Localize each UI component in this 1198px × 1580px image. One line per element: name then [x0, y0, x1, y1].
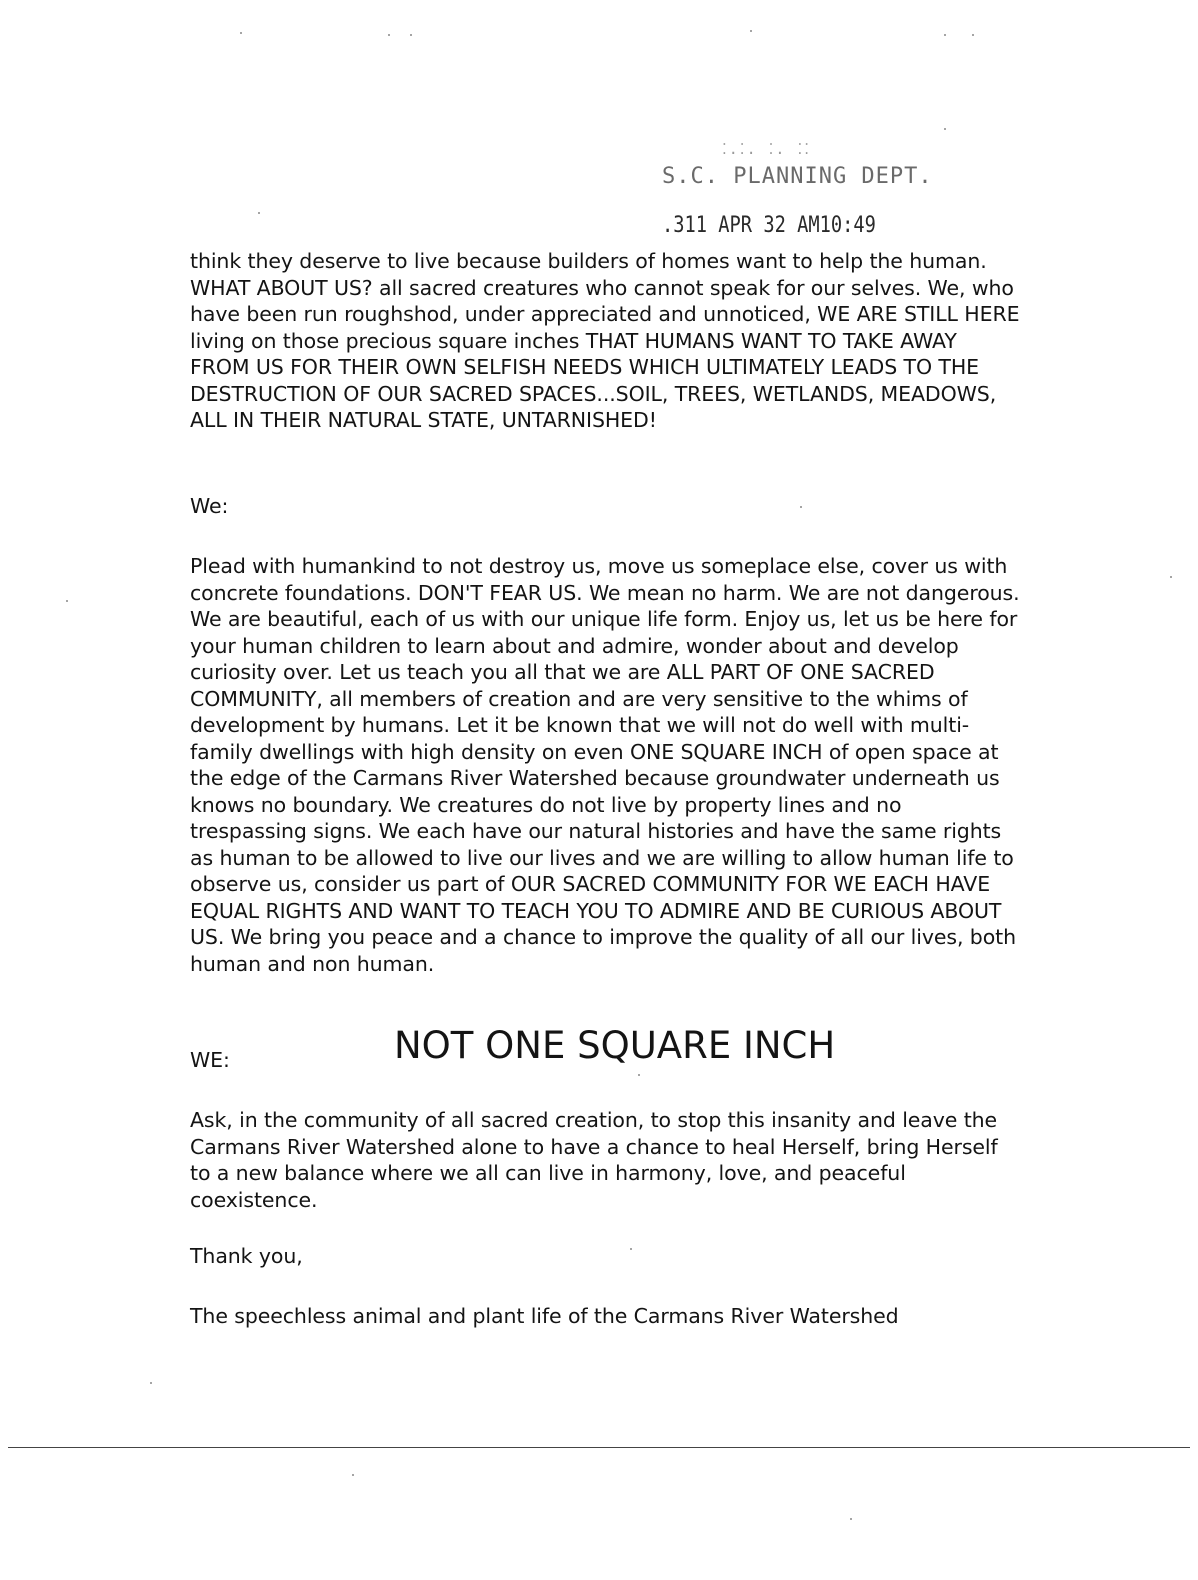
- received-stamp-date: .311 APR 32 AM10:49: [662, 213, 876, 238]
- scan-speck: [630, 1248, 632, 1250]
- paragraph-ask: Ask, in the community of all sacred creation, to stop this insanity and leave the Carmans River Watershed alone to have a chance to heal Herself, bring Herself to a new balance where we all can live in harmony, love, and peaceful coexistence.: [190, 1108, 998, 1212]
- closing-line: Thank you,: [190, 1244, 303, 1268]
- we-label-first: We:: [190, 494, 229, 518]
- scan-speck: [972, 34, 974, 36]
- scan-speck: [410, 34, 412, 36]
- scan-speck: [352, 1474, 354, 1476]
- paragraph-opening: think they deserve to live because builders of homes want to help the human. WHAT ABOUT US? all sacred creatures who cannot speak for our selves. We, who have been run roughshod, under appreciated and unnoticed, WE ARE STILL HERE living on those precious square inches THAT HUMANS WANT TO TAKE AWAY FROM US FOR THEIR OWN SELFISH NEEDS WHICH ULTIMATELY LEADS TO THE DESTRUCTION OF OUR SACRED SPACES...SOIL, TREES, WETLANDS, MEADOWS, ALL IN THEIR NATURAL STATE, UNTARNISHED!: [190, 249, 1020, 432]
- slogan-heading: NOT ONE SQUARE INCH: [394, 1024, 836, 1067]
- scan-speck: [66, 600, 68, 602]
- scan-speck: [944, 34, 946, 36]
- scan-speck: [750, 30, 752, 32]
- scan-speck: [850, 1518, 852, 1520]
- signature-line: The speechless animal and plant life of the Carmans River Watershed: [190, 1304, 899, 1328]
- scan-speck: [240, 32, 242, 34]
- scan-speck: [258, 212, 260, 214]
- scan-speck: [944, 128, 946, 130]
- scan-speck: [150, 1382, 152, 1384]
- scan-speck: [388, 34, 390, 36]
- scan-speck: [1170, 576, 1172, 578]
- we-label-second: WE:: [190, 1048, 230, 1072]
- received-stamp-department: S.C. PLANNING DEPT.: [662, 164, 933, 189]
- page-bottom-rule: [8, 1447, 1190, 1448]
- scan-speck: [638, 1074, 640, 1076]
- paragraph-plead: Plead with humankind to not destroy us, move us someplace else, cover us with concrete foundations. DON'T FEAR US. We mean no harm. We are not dangerous. We are beautiful, each of us with our unique life form. Enjoy us, let us be here for your human children to learn about and admire, wonder about and develop curiosity over. Let us teach you all that we are ALL PART OF ONE SACRED COMMUNITY, all members of creation and are very sensitive to the whims of development by humans. Let it be known that we will not do well with multi-family dwellings with high density on even ONE SQUARE INCH of open space at the edge of the Carmans River Watershed because groundwater underneath us knows no boundary. We creatures do not live by property lines and no trespassing signs. We each have our natural histories and have the same rights as human to be allowed to live our lives and we are willing to allow human life to observe us, consider us part of OUR SACRED COMMUNITY FOR WE EACH HAVE EQUAL RIGHTS AND WANT TO TEACH YOU TO ADMIRE AND BE CURIOUS ABOUT US. We bring you peace and a chance to improve the quality of all our lives, both human and non human.: [190, 554, 1020, 976]
- received-stamp-faint: ⁚.⁚. ⁚. ⁚⁚: [722, 140, 811, 158]
- scan-speck: [800, 506, 802, 508]
